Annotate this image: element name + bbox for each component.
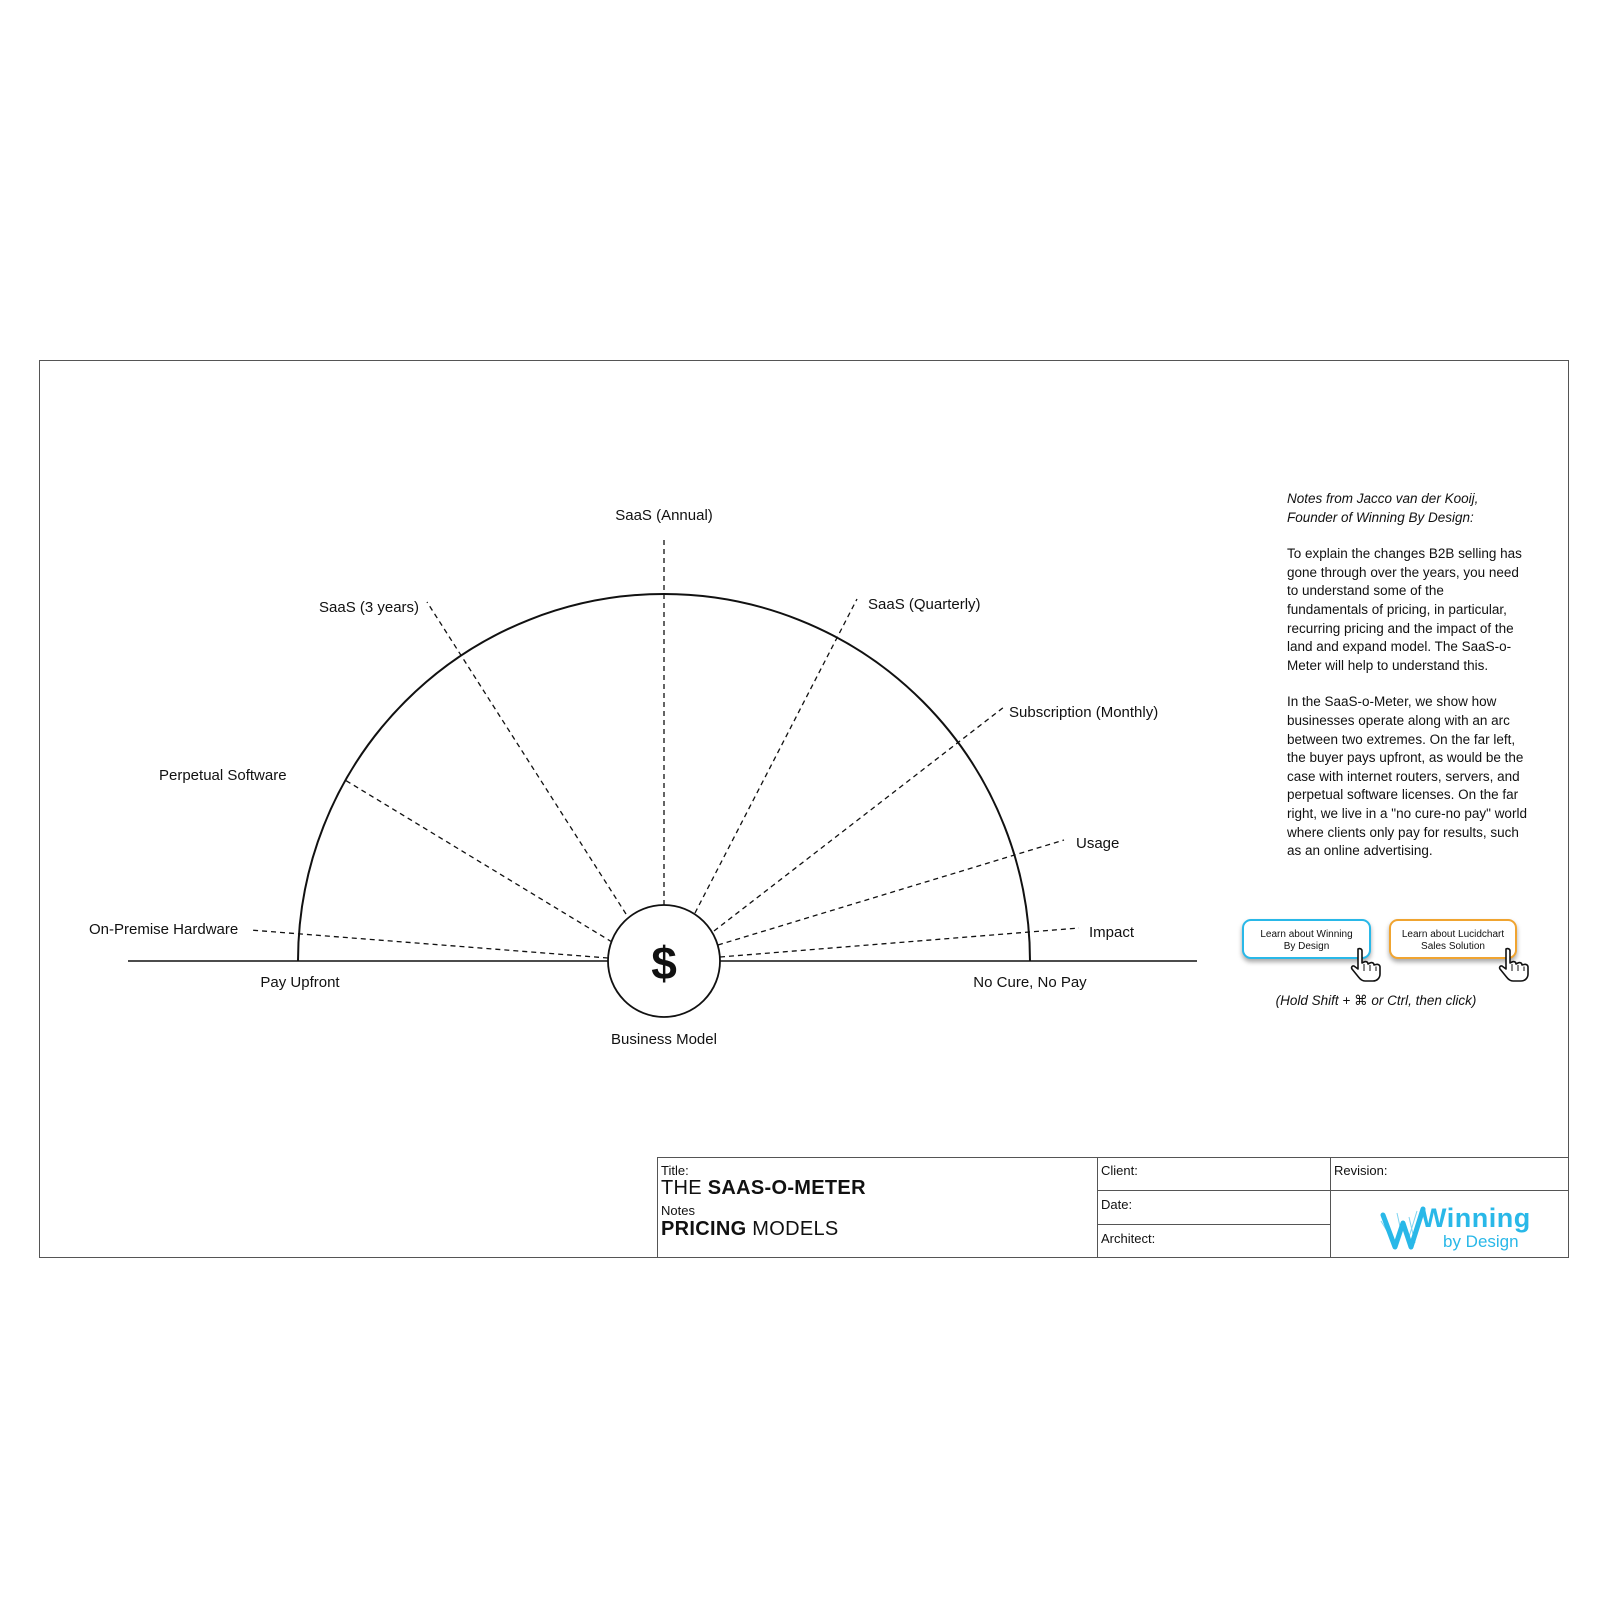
click-hint: (Hold Shift + ⌘ or Ctrl, then click) — [1275, 993, 1477, 1008]
notes-label: Notes — [661, 1203, 695, 1218]
page-title — [661, 1177, 866, 1200]
pointer-hand-icon — [1349, 947, 1383, 983]
notes-author-role: Founder of Winning By Design: — [1287, 509, 1474, 525]
title-bold: SAAS-O-METER — [707, 1177, 866, 1199]
architect-label: Architect: — [1101, 1231, 1156, 1246]
spoke-label-saas-quarterly: SaaS (Quarterly) — [868, 596, 981, 613]
spoke-label-saas-annual: SaaS (Annual) — [615, 507, 713, 524]
spoke-line-perpetual-software — [345, 780, 612, 942]
notes-title-bold: PRICING — [661, 1218, 747, 1240]
logo-text-by-design: by Design — [1443, 1232, 1519, 1251]
client-label: Client: — [1101, 1163, 1138, 1178]
notes-title — [661, 1218, 839, 1241]
spoke-line-subscription-monthly — [714, 707, 1004, 931]
title-prefix: THE — [661, 1177, 708, 1199]
axis-label-pay-upfront: Pay Upfront — [260, 974, 340, 991]
spoke-line-saas-quarterly — [695, 599, 857, 913]
notes-panel — [1287, 490, 1527, 879]
notes-paragraph-1: To explain the changes B2B selling has gone through over the years, you need to understand some of the fundamentals of pricing, in particular, recurring pricing and the impact of the land and expand model. The SaaS-o-Meter will help to understand this. — [1287, 546, 1522, 673]
notes-paragraph-2: In the SaaS-o-Meter, we show how businesses operate along with an arc between two extremes. On the far left, the buyer pays upfront, as would be the case with internet routers, servers, and perpetual software licenses. On the far right, we live in a "no cure-no pay" world where clients only pay for results, such as an online advertising. — [1287, 694, 1527, 859]
pointer-hand-icon — [1497, 947, 1531, 983]
date-label: Date: — [1101, 1197, 1133, 1212]
notes-title-suffix: MODELS — [746, 1218, 839, 1240]
spoke-line-on-premise-hardware — [250, 930, 608, 958]
spoke-line-impact — [720, 928, 1079, 957]
title-label: Title: — [661, 1163, 689, 1178]
lucid-button-line2: Sales Solution — [1421, 941, 1485, 952]
spoke-label-impact: Impact — [1089, 924, 1135, 941]
spoke-line-usage — [718, 840, 1064, 945]
notes-intro — [1287, 490, 1527, 527]
spoke-line-saas-3-years — [427, 602, 626, 914]
notes-author: Notes from Jacco van der Kooij, — [1287, 491, 1479, 506]
title-block — [657, 1157, 1569, 1258]
business-model-label: Business Model — [611, 1031, 717, 1048]
logo-text-winning: Winning — [1421, 1203, 1531, 1233]
wbd-button-line2: By Design — [1283, 941, 1330, 952]
lucid-button-line1: Learn about Lucidchart — [1401, 929, 1505, 940]
axis-label-no-cure-no-pay: No Cure, No Pay — [973, 974, 1087, 991]
spoke-label-usage: Usage — [1076, 835, 1120, 852]
revision-label: Revision: — [1334, 1163, 1388, 1178]
wbd-button-line1: Learn about Winning — [1260, 929, 1353, 940]
spoke-label-on-premise-hardware: On-Premise Hardware — [89, 921, 239, 938]
winning-by-design-logo — [1379, 1201, 1427, 1253]
spoke-label-saas-3-years: SaaS (3 years) — [319, 599, 420, 616]
dollar-icon: $ — [651, 937, 677, 989]
spoke-label-subscription-monthly: Subscription (Monthly) — [1009, 704, 1159, 721]
spoke-label-perpetual-software: Perpetual Software — [159, 767, 287, 784]
